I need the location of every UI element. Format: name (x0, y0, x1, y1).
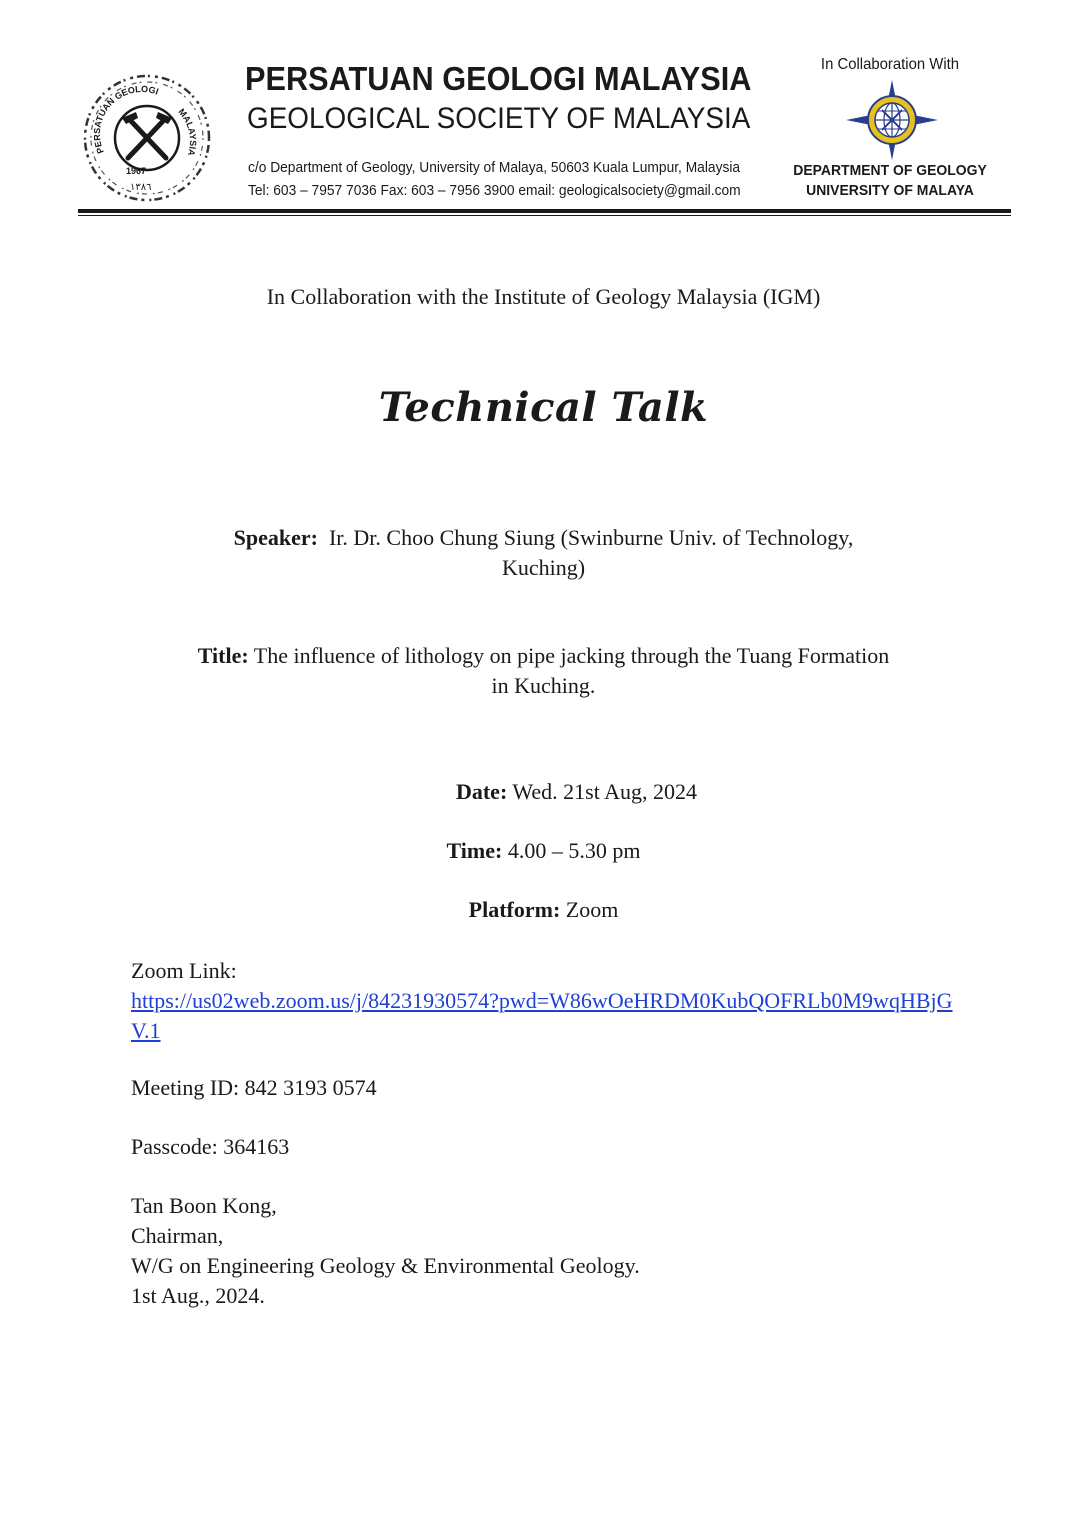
svg-text:MALAYSIA (177, 107, 199, 158)
logo-right-text: MALAYSIA (176, 106, 199, 157)
collab-igm-line: In Collaboration with the Institute of Geology Malaysia (IGM) (266, 284, 821, 309)
time-label: Time: (446, 838, 503, 863)
title-label: Title: (197, 643, 249, 668)
org-contact: Tel: 603 – 7957 7036 Fax: 603 – 7956 3900 email: geologicalsociety@gmail.com (248, 183, 741, 199)
title-line-1: The influence of lithology on pipe jacking through the Tuang Formation (253, 643, 890, 668)
speaker-line-1: Ir. Dr. Choo Chung Siung (Swinburne Univ. of Technology, (328, 525, 854, 550)
time-line (0, 838, 1087, 864)
meeting-id: Meeting ID: 842 3193 0574 (131, 1075, 377, 1100)
zoom-link[interactable]: https://us02web.zoom.us/j/84231930574?pwd=W86wOeHRDM0KubQOFRLb0M9wqHBjGV.1 (131, 988, 953, 1043)
signoff-date: 1st Aug., 2024. (131, 1283, 265, 1308)
title-block (130, 641, 957, 701)
zoom-link-label: Zoom Link: (131, 958, 237, 983)
speaker-block (130, 523, 957, 583)
signoff-group: W/G on Engineering Geology & Environmental Geology. (131, 1253, 640, 1278)
org-address: c/o Department of Geology, University of Malaya, 50603 Kuala Lumpur, Malaysia (248, 160, 741, 176)
header-divider-thick (78, 209, 1011, 213)
signoff-block (131, 1191, 640, 1311)
time-value: 4.00 – 5.30 pm (507, 838, 641, 863)
platform-label: Platform: (468, 897, 561, 922)
speaker-line-2: Kuching) (501, 555, 586, 580)
signoff-name: Tan Boon Kong, (131, 1193, 277, 1218)
gsm-logo-icon (74, 66, 220, 206)
date-label: Date: (455, 779, 508, 804)
date-value: Wed. 21st Aug, 2024 (512, 779, 698, 804)
logo-year: 1967 (126, 166, 147, 176)
platform-line (0, 897, 1087, 923)
passcode: Passcode: 364163 (131, 1134, 290, 1159)
logo-year-hijri: ١٣٨٦ (130, 182, 152, 193)
um-geology-logo-icon (846, 80, 938, 160)
date-line (0, 779, 1087, 805)
univ-name: UNIVERSITY OF MALAYA (806, 182, 974, 199)
logo-top-text: PERSATUAN GEOLOGI (91, 83, 160, 155)
collab-heading: In Collaboration With (820, 56, 960, 73)
speaker-label: Speaker: (233, 525, 318, 550)
org-name-malay: PERSATUAN GEOLOGI MALAYSIA (245, 60, 752, 97)
signoff-role: Chairman, (131, 1223, 224, 1248)
talk-title: Technical Talk (378, 384, 709, 431)
org-name-english: GEOLOGICAL SOCIETY OF MALAYSIA (247, 102, 751, 135)
header-divider-thin (78, 215, 1011, 216)
title-line-2: in Kuching. (491, 673, 596, 698)
platform-value: Zoom (565, 897, 619, 922)
dept-name: DEPARTMENT OF GEOLOGY (793, 162, 987, 179)
